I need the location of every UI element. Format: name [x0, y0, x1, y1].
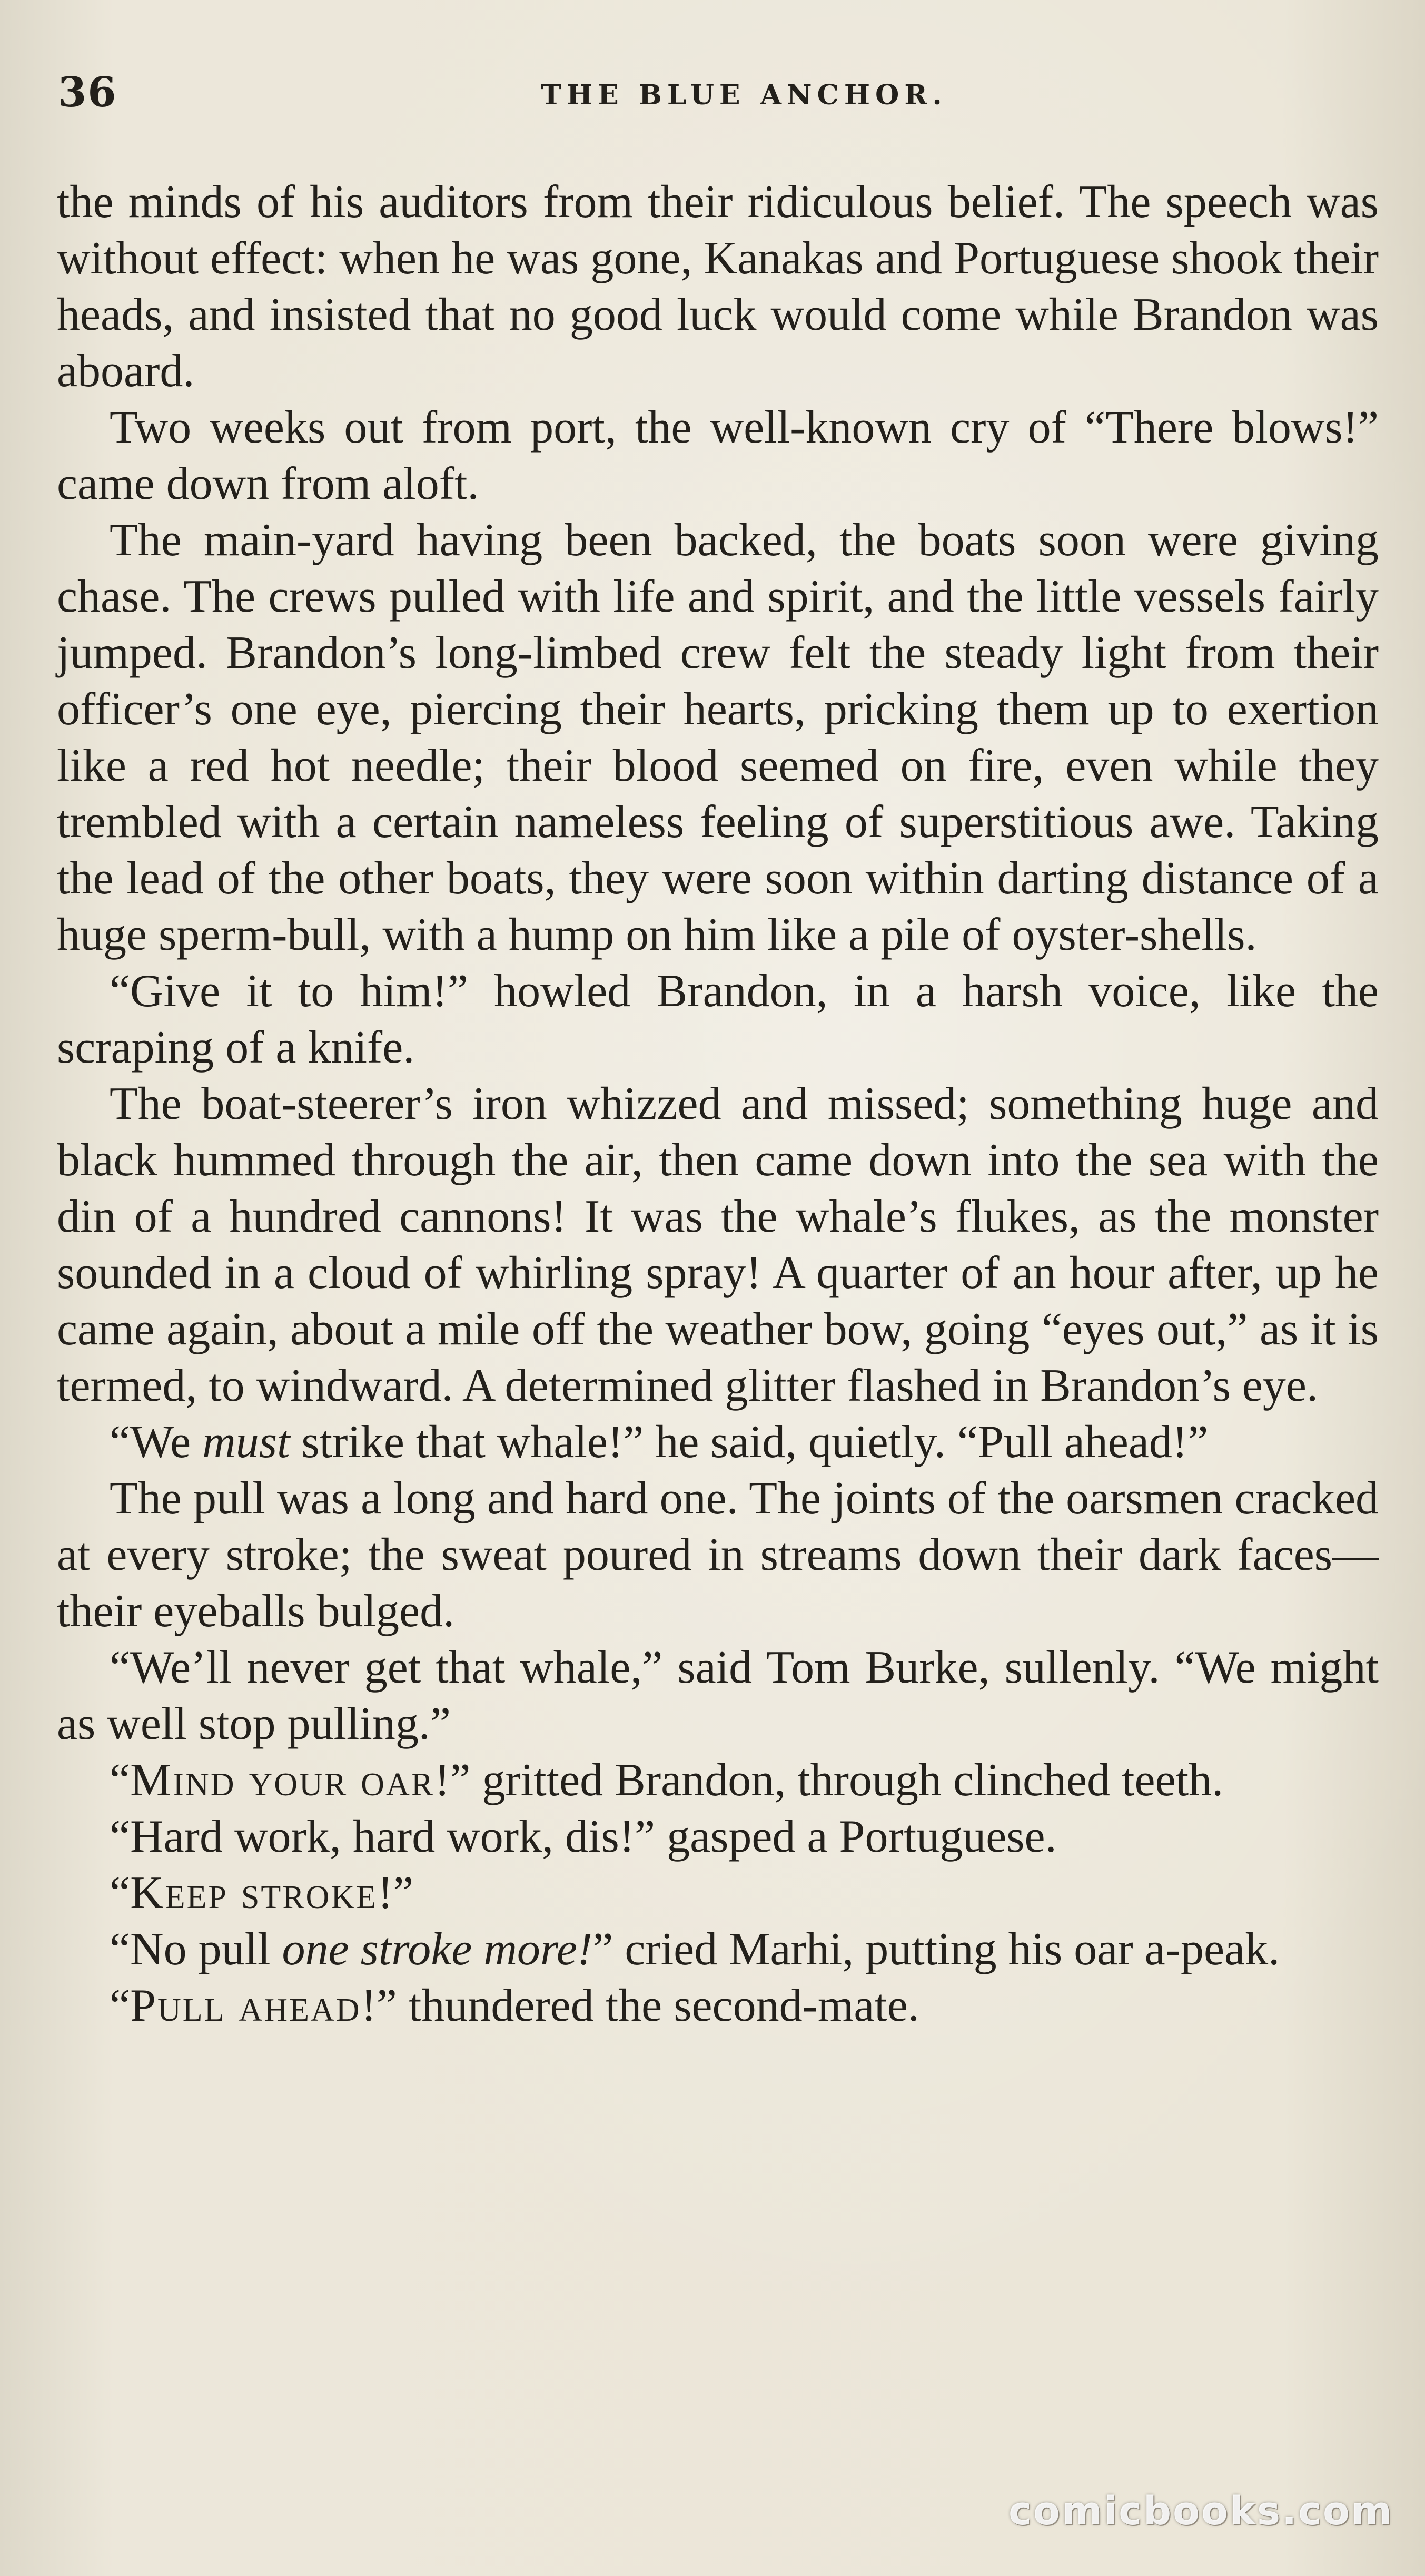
paragraph: The main-yard having been backed, the boats soon were giving chase. The crews pulled with life and spirit, and the little vessels fairly jumped. Brandon’s long-limbed crew felt the steady light from their officer’s one eye, piercing their hearts, pricking them up to exertion like a red hot needle; their blood seemed on fire, even while they trembled with a certain nameless feeling of superstitious awe. Taking the lead of the other boats, they were soon within darting distance of a huge sperm-bull, with a hump on him like a pile of oyster-shells.	[57, 515, 1379, 960]
paragraph: “Give it to him!” howled Brandon, in a harsh voice, like the scraping of a knife.	[57, 966, 1379, 1073]
emphasis-text: one stroke more!	[282, 1924, 593, 1975]
dialogue-text: !” thundered the second-mate.	[361, 1980, 919, 2031]
paragraph: the minds of his auditors from their ridiculous belief. The speech was without effect: when he was gone, Kanakas and Portuguese shook their heads, and insisted that no good luck would come while Brandon was aboard.	[57, 176, 1379, 397]
paragraph	[57, 1978, 1379, 2034]
paragraph	[57, 1921, 1379, 1978]
small-caps-text: Mind your oar	[130, 1755, 435, 1806]
small-caps-text: Keep stroke	[130, 1867, 378, 1919]
site-watermark: comicbooks.com	[1008, 2489, 1393, 2534]
dialogue-text: !”	[377, 1867, 414, 1919]
page-header	[58, 63, 1383, 126]
body-text	[57, 174, 1379, 2034]
dialogue-text: ” cried Marhi, putting his oar a-peak.	[592, 1924, 1280, 1975]
dialogue-text: “No pull	[110, 1924, 282, 1975]
dialogue-text: “We	[110, 1417, 203, 1468]
dialogue-text: !” gritted Brandon, through clinched teeth.	[434, 1755, 1224, 1806]
paragraph: The pull was a long and hard one. The joints of the oarsmen cracked at every stroke; the sweat poured in streams down their dark faces—their eyeballs bulged.	[57, 1473, 1379, 1637]
paragraph: The boat-steerer’s iron whizzed and missed; something huge and black hummed through the air, then came down into the sea with the din of a hundred cannons! It was the whale’s flukes, as the monster sounded in a cloud of whirling spray! A quarter of an hour after, up he came again, about a mile off the weather bow, going “eyes out,” as it is termed, to windward. A determined glitter flashed in Brandon’s eye.	[57, 1078, 1379, 1411]
page-number: 36	[58, 68, 117, 116]
dialogue-text: “	[110, 1867, 131, 1919]
paragraph: Two weeks out from port, the well-known cry of “There blows!” came down from aloft.	[57, 402, 1379, 509]
paragraph: “We’ll never get that whale,” said Tom Burke, sullenly. “We might as well stop pulling.”	[57, 1642, 1379, 1749]
emphasis-text: must	[202, 1417, 290, 1468]
paragraph	[57, 1865, 1379, 1921]
dialogue-text: strike that whale!” he said, quietly. “Pull ahead!”	[290, 1417, 1209, 1468]
running-title: THE BLUE ANCHOR.	[541, 79, 947, 111]
paragraph	[57, 1752, 1379, 1808]
paragraph: “Hard work, hard work, dis!” gasped a Portuguese.	[110, 1811, 1057, 1862]
dialogue-text: “	[110, 1755, 131, 1806]
small-caps-text: Pull ahead	[130, 1980, 361, 2031]
dialogue-text: “	[110, 1980, 131, 2031]
paragraph	[57, 1414, 1379, 1470]
